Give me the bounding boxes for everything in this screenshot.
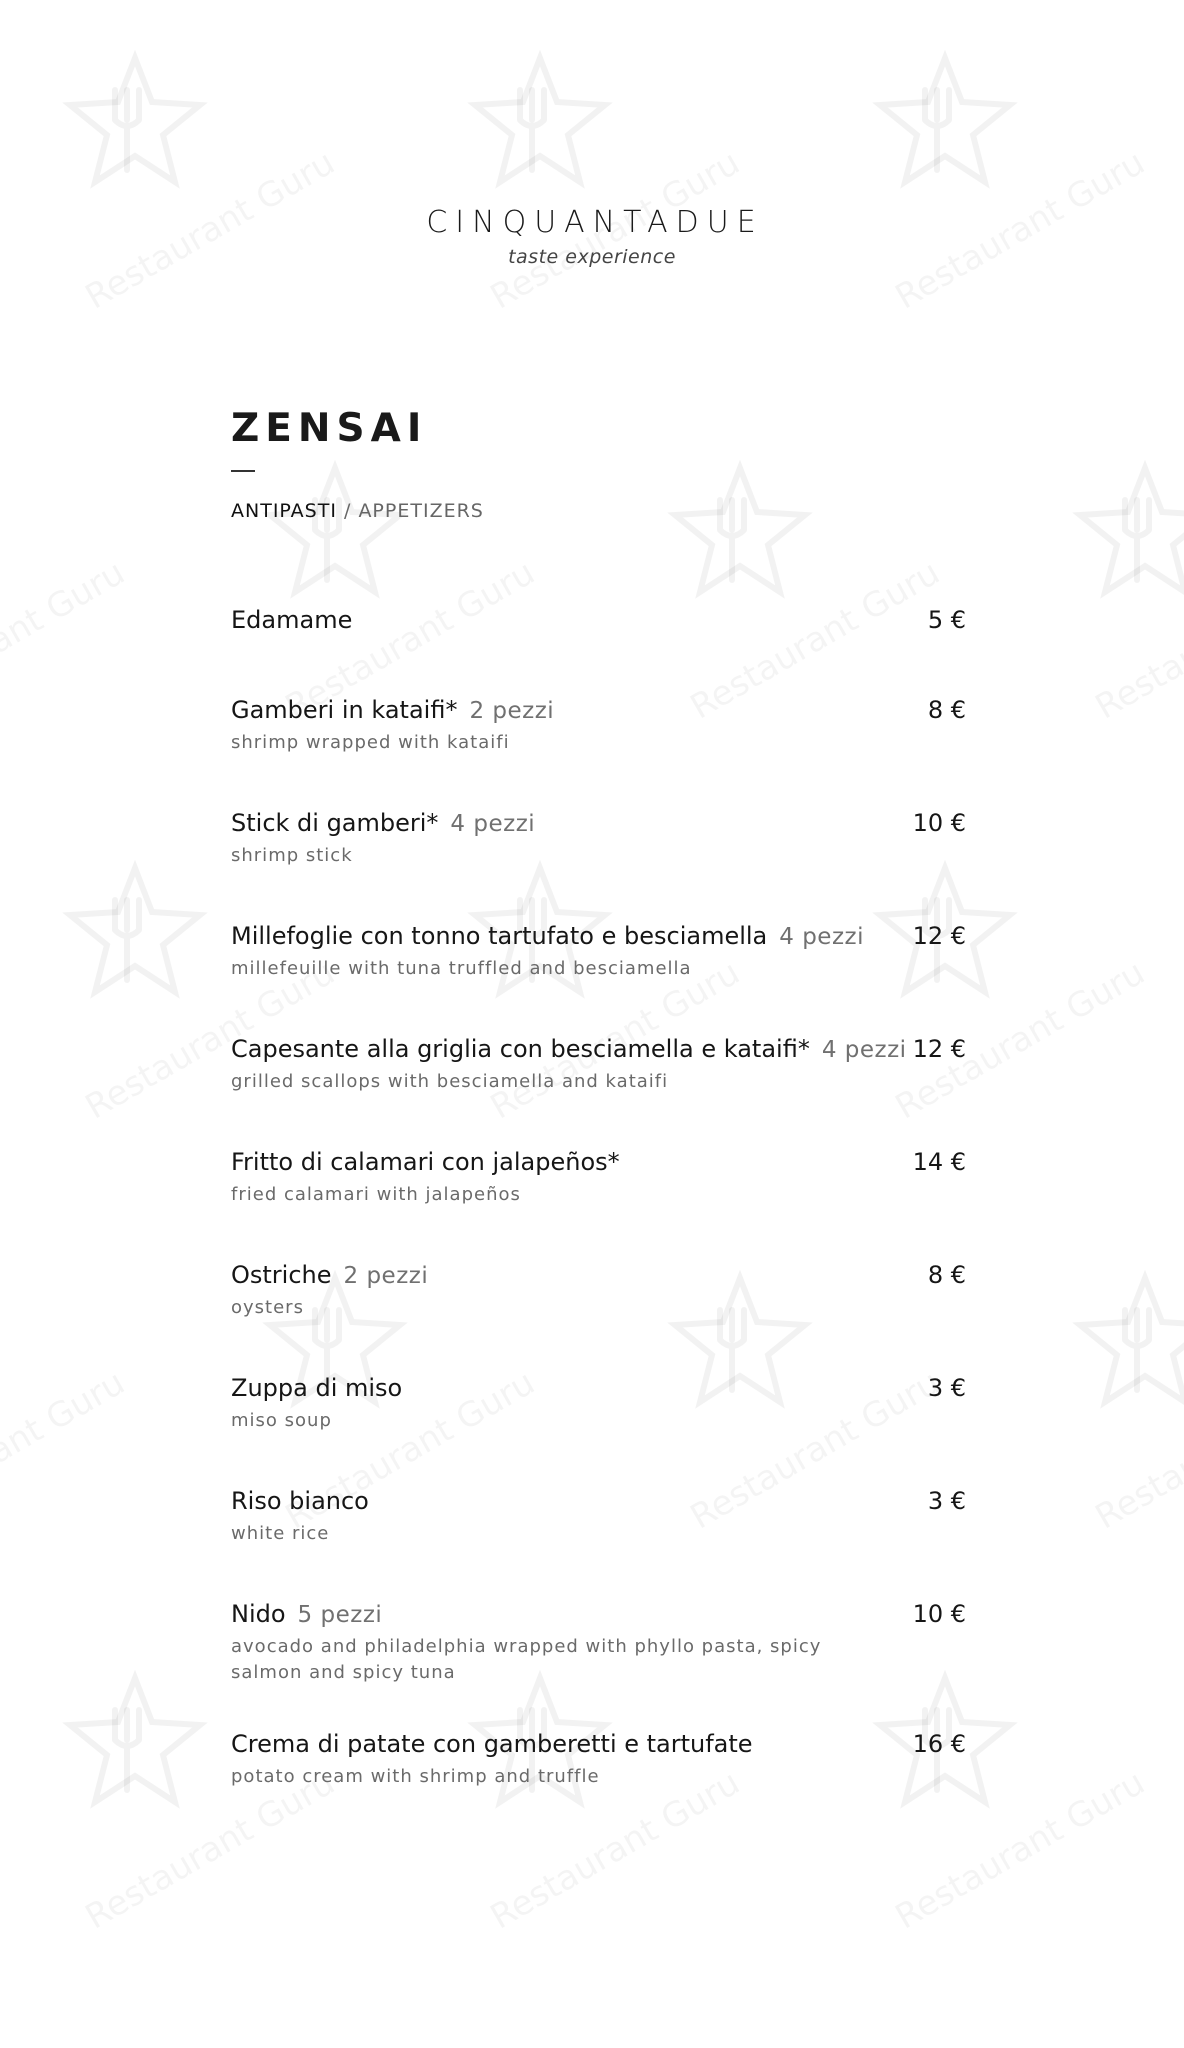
menu-item	[231, 1261, 966, 1321]
item-description: avocado and philadelphia wrapped with phyllo pasta, spicy salmon and spicy tuna	[231, 1636, 822, 1683]
item-price: 8 €	[927, 1261, 966, 1289]
item-description: oysters	[231, 1297, 304, 1318]
item-price: 16 €	[912, 1730, 966, 1758]
section-title: ZENSAI	[231, 406, 428, 451]
item-name: Ostriche	[231, 1261, 332, 1289]
menu-item	[231, 1035, 966, 1095]
item-name: Stick di gamberi*	[231, 809, 439, 837]
item-name: Millefoglie con tonno tartufato e besciamella	[231, 922, 768, 950]
item-description: shrimp stick	[231, 845, 353, 866]
restaurant-tagline: taste experience	[508, 246, 676, 268]
item-name: Capesante alla griglia con besciamella e kataifi*	[231, 1035, 810, 1063]
section-subtitle-separator: /	[343, 500, 352, 522]
item-pieces: 4 pezzi	[450, 811, 536, 837]
item-price: 14 €	[912, 1148, 966, 1176]
watermark-logo	[60, 50, 210, 190]
item-name: Gamberi in kataifi*	[231, 696, 458, 724]
item-name: Crema di patate con gamberetti e tartufate	[231, 1730, 753, 1758]
item-pieces: 4 pezzi	[821, 1037, 907, 1063]
item-price: 3 €	[927, 1487, 966, 1515]
watermark-text	[0, 553, 132, 728]
item-price: 3 €	[927, 1374, 966, 1402]
item-description: potato cream with shrimp and truffle	[231, 1766, 600, 1787]
item-pieces: 2 pezzi	[343, 1263, 429, 1289]
menu-item-list	[231, 0, 966, 2048]
menu-item	[231, 1487, 966, 1547]
menu-item	[231, 696, 966, 756]
item-name: Edamame	[231, 606, 353, 634]
watermark-text	[0, 1363, 132, 1538]
item-price: 5 €	[927, 606, 966, 634]
menu-item	[231, 1148, 966, 1208]
menu-item	[231, 809, 966, 869]
restaurant-name: CINQUANTADUE	[426, 205, 764, 240]
item-price: 8 €	[927, 696, 966, 724]
watermark-logo	[1070, 1270, 1184, 1410]
item-description: millefeuille with tuna truffled and besciamella	[231, 958, 692, 979]
watermark-logo	[60, 1670, 210, 1810]
menu-item	[231, 606, 966, 634]
watermark-logo	[1070, 460, 1184, 600]
item-name: Nido	[231, 1600, 286, 1628]
item-description: grilled scallops with besciamella and kataifi	[231, 1071, 669, 1092]
item-pieces: 4 pezzi	[779, 924, 864, 950]
item-price: 10 €	[912, 809, 966, 837]
item-price: 12 €	[912, 922, 966, 950]
item-price: 10 €	[912, 1600, 966, 1628]
item-price: 12 €	[912, 1035, 966, 1063]
menu-item	[231, 922, 966, 982]
menu-item	[231, 1374, 966, 1434]
item-pieces: 2 pezzi	[469, 698, 555, 724]
menu-item	[231, 1730, 966, 1790]
item-description: miso soup	[231, 1410, 332, 1431]
section-subtitle-italian: ANTIPASTI	[231, 500, 337, 522]
item-name: Zuppa di miso	[231, 1374, 403, 1402]
section-subtitle-english: APPETIZERS	[358, 500, 484, 522]
item-description: fried calamari with jalapeños	[231, 1184, 521, 1205]
item-name: Fritto di calamari con jalapeños*	[231, 1148, 620, 1176]
menu-item	[231, 1600, 966, 1686]
item-description: white rice	[231, 1523, 330, 1544]
item-name: Riso bianco	[231, 1487, 369, 1515]
item-pieces: 5 pezzi	[297, 1602, 383, 1628]
item-description: shrimp wrapped with kataifi	[231, 732, 510, 753]
watermark-logo	[60, 860, 210, 1000]
